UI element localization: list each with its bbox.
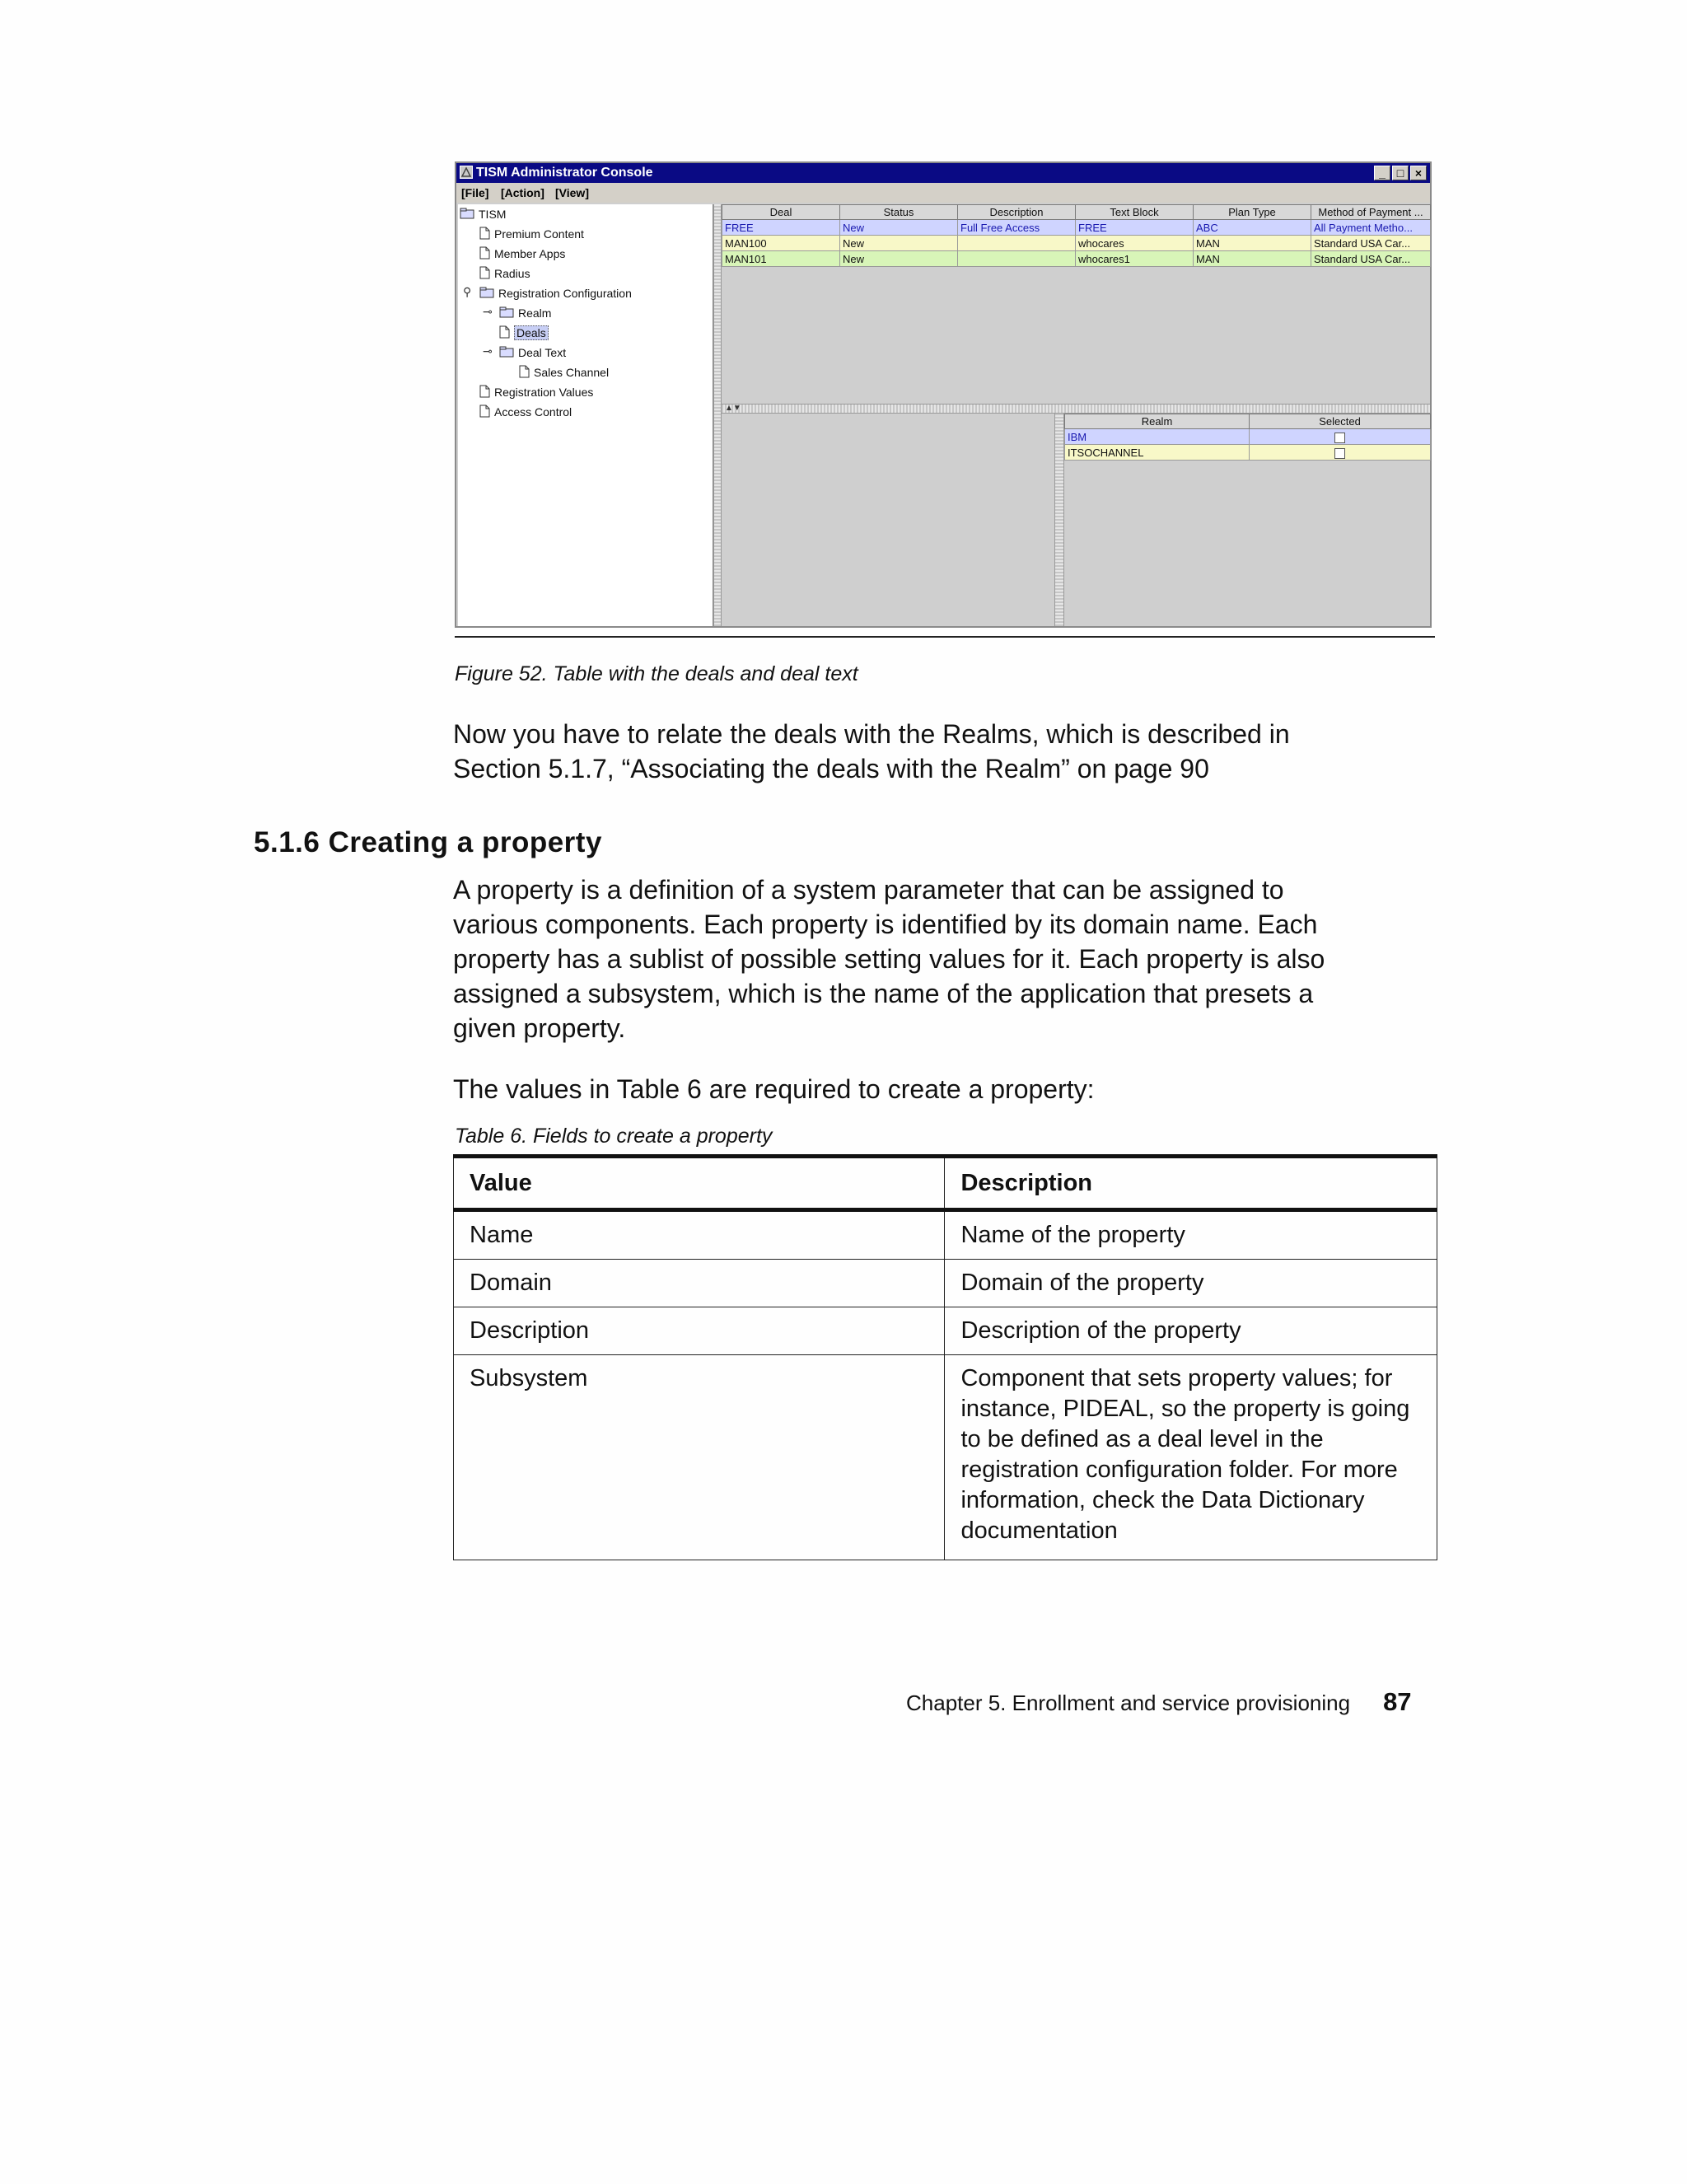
cell-description: Description of the property (945, 1307, 1437, 1355)
vertical-splitter[interactable] (713, 204, 722, 626)
column-header[interactable]: Text Block (1076, 205, 1194, 220)
cell-value: Name (454, 1210, 945, 1260)
section-heading: 5.1.6 Creating a property (254, 826, 602, 858)
text-line: Now you have to relate the deals with the Realms, which is described in (453, 719, 1290, 749)
column-header[interactable]: Status (840, 205, 958, 220)
document-icon (479, 246, 490, 264)
title-bar (456, 163, 1430, 183)
table-caption: Table 6. Fields to create a property (455, 1125, 773, 1148)
console-window (455, 161, 1432, 628)
text-line: information, check the Data Dictionary (960, 1487, 1365, 1513)
horizontal-splitter[interactable]: ▲▼ (722, 404, 1430, 414)
tree-node-label: Access Control (494, 405, 572, 419)
table-cell: New (840, 251, 958, 267)
folder-icon (479, 286, 494, 302)
table-cell: FREE (1076, 220, 1194, 236)
text-line: Component that sets property values; for (960, 1365, 1393, 1391)
document-icon (479, 227, 490, 244)
menu-bar (456, 183, 1430, 203)
figure-caption: Figure 52. Table with the deals and deal text (455, 662, 858, 685)
cell-value: Subsystem (454, 1355, 945, 1560)
table-cell (958, 251, 1076, 267)
cell-description: Name of the property (945, 1210, 1437, 1260)
table-cell: whocares1 (1076, 251, 1194, 267)
document-icon (519, 365, 530, 382)
chapter-title: Chapter 5. Enrollment and service provisioning (906, 1691, 1351, 1715)
folder-icon (460, 207, 474, 223)
tree-node[interactable] (499, 305, 551, 321)
minimize-icon[interactable]: _ (1374, 166, 1390, 180)
tree-node-label: Deals (514, 325, 549, 340)
column-header[interactable]: Description (958, 205, 1076, 220)
deals-table-pane (722, 204, 1430, 404)
column-header[interactable]: Plan Type (1194, 205, 1311, 220)
table-cell (958, 236, 1076, 251)
table-row[interactable] (1065, 445, 1431, 461)
document-icon (479, 385, 490, 402)
document-icon (479, 266, 490, 283)
table-row[interactable] (722, 220, 1431, 236)
table-cell: All Payment Metho... (1311, 220, 1431, 236)
table-row (454, 1307, 1437, 1355)
table-cell: MAN101 (722, 251, 840, 267)
text-line: A property is a definition of a system parameter that can be assigned to (453, 875, 1284, 905)
column-header[interactable]: Selected (1250, 414, 1431, 429)
menu-file[interactable]: [File] (461, 186, 489, 199)
table-intro: The values in Table 6 are required to create a property: (453, 1074, 1095, 1104)
table-cell: FREE (722, 220, 840, 236)
table-cell: Standard USA Car... (1311, 251, 1431, 267)
text-line: registration configuration folder. For more (960, 1457, 1398, 1483)
maximize-icon[interactable]: □ (1392, 166, 1409, 180)
text-line: to be defined as a deal level in the (960, 1426, 1324, 1452)
tree-node-label: Realm (518, 306, 552, 320)
vertical-splitter-2[interactable] (1054, 414, 1064, 626)
cell-value: Domain (454, 1260, 945, 1307)
tree-node[interactable] (479, 285, 632, 302)
deals-table (722, 204, 1431, 267)
document-icon (479, 405, 490, 422)
tree-node-label: TISM (479, 208, 507, 221)
realm-table-pane (1064, 414, 1430, 626)
tree-expand-handle-icon[interactable]: ⊸ (483, 305, 493, 318)
tree-node[interactable] (479, 404, 572, 420)
page-number: 87 (1383, 1687, 1412, 1716)
table-cell: whocares (1076, 236, 1194, 251)
document-icon (499, 325, 510, 343)
column-header[interactable]: Method of Payment ... (1311, 205, 1431, 220)
table-row (454, 1210, 1437, 1260)
property-table (453, 1154, 1437, 1560)
table-cell: ABC (1194, 220, 1311, 236)
tree-node[interactable] (479, 265, 530, 282)
cell-description (945, 1355, 1437, 1560)
figure-rule (455, 636, 1435, 638)
text-line: property has a sublist of possible setting values for it. Each property is also (453, 944, 1325, 974)
text-line: instance, PIDEAL, so the property is going (960, 1396, 1410, 1422)
menu-action[interactable]: [Action] (501, 186, 544, 199)
table-cell: MAN (1194, 236, 1311, 251)
selected-checkbox[interactable] (1334, 448, 1345, 459)
section-paragraph (453, 872, 1325, 1045)
realm-table (1064, 414, 1431, 461)
tree-node[interactable] (479, 226, 584, 242)
table-row[interactable] (1065, 429, 1431, 445)
window-title: TISM Administrator Console (476, 166, 653, 180)
table-header-row (454, 1157, 1437, 1210)
table-cell: Standard USA Car... (1311, 236, 1431, 251)
tree-node[interactable] (479, 384, 593, 400)
tree-node-label: Sales Channel (534, 366, 610, 379)
tree-node-label: Registration Configuration (498, 287, 632, 300)
table-cell: New (840, 236, 958, 251)
tree-node-label: Deal Text (518, 346, 567, 359)
tree-node[interactable] (479, 246, 565, 262)
table-row (454, 1355, 1437, 1560)
header-description: Description (945, 1157, 1437, 1210)
empty-pane (722, 414, 1054, 626)
selected-cell (1250, 429, 1431, 445)
navigation-tree (458, 204, 713, 626)
tree-expand-handle-icon[interactable]: ⚲ (463, 285, 472, 298)
close-icon[interactable]: × (1410, 166, 1427, 180)
cell-value: Description (454, 1307, 945, 1355)
cell-description: Domain of the property (945, 1260, 1437, 1307)
tree-node-label: Registration Values (494, 386, 594, 399)
realm-name-cell: IBM (1065, 429, 1250, 445)
table-cell: MAN100 (722, 236, 840, 251)
selected-cell (1250, 445, 1431, 461)
table-row[interactable] (722, 251, 1431, 267)
text-line: Section 5.1.7, “Associating the deals with the Realm” on page 90 (453, 754, 1209, 783)
tree-node[interactable] (460, 206, 506, 222)
tree-node[interactable] (499, 325, 549, 341)
intro-paragraph (453, 717, 1290, 786)
app-icon (460, 166, 473, 179)
tree-node[interactable] (519, 364, 609, 381)
folder-icon (499, 345, 514, 362)
page-footer (906, 1687, 1412, 1717)
tree-node-label: Premium Content (494, 227, 584, 241)
realm-name-cell: ITSOCHANNEL (1065, 445, 1250, 461)
selected-checkbox[interactable] (1334, 433, 1345, 443)
column-header[interactable]: Realm (1065, 414, 1250, 429)
table-cell: New (840, 220, 958, 236)
tree-expand-handle-icon[interactable]: ⊸ (483, 344, 493, 358)
table-cell: Full Free Access (958, 220, 1076, 236)
table-row (454, 1260, 1437, 1307)
menu-view[interactable]: [View] (555, 186, 589, 199)
tree-node-label: Member Apps (494, 247, 566, 260)
tree-node-label: Radius (494, 267, 530, 280)
header-value: Value (454, 1157, 945, 1210)
text-line: assigned a subsystem, which is the name of the application that presets a (453, 979, 1314, 1008)
text-line: various components. Each property is identified by its domain name. Each (453, 910, 1318, 939)
text-line: documentation (960, 1518, 1118, 1544)
column-header[interactable]: Deal (722, 205, 840, 220)
text-line: given property. (453, 1013, 626, 1043)
folder-icon (499, 306, 514, 322)
table-row[interactable] (722, 236, 1431, 251)
tree-node[interactable] (499, 344, 566, 361)
table-cell: MAN (1194, 251, 1311, 267)
